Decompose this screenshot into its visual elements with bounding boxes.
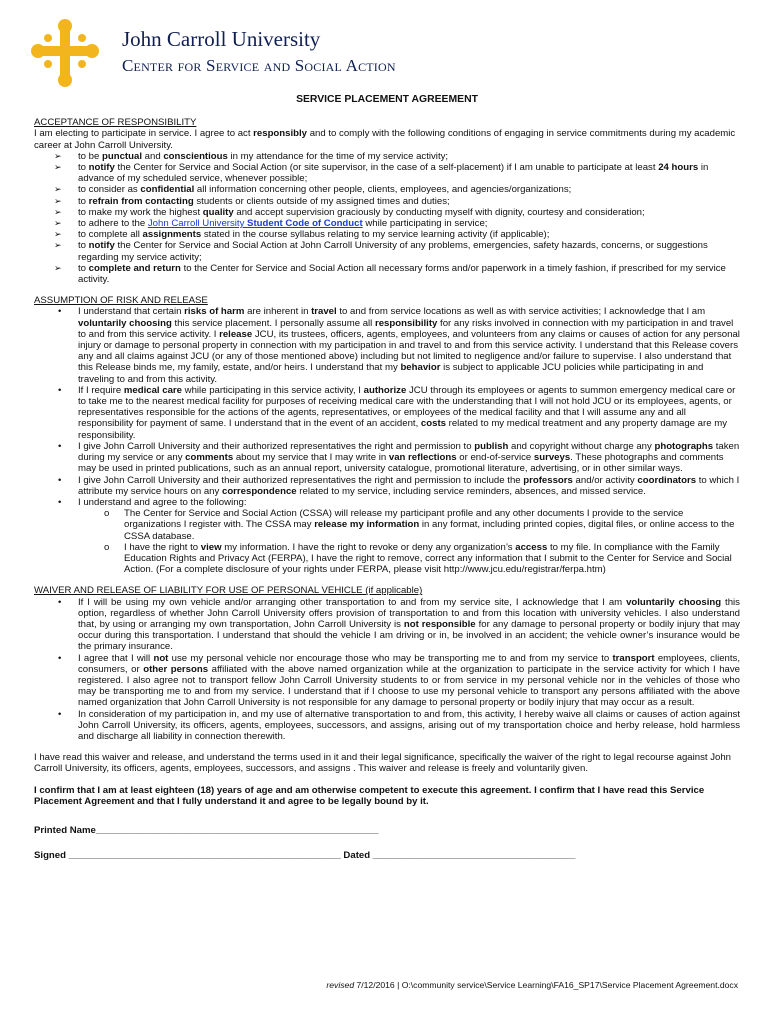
list-item: ➢ to be punctual and conscientious in my attendance for the time of my service activity; xyxy=(34,151,740,162)
section-heading-risk: ASSUMPTION OF RISK AND RELEASE xyxy=(34,295,208,307)
jcu-cross-logo-icon xyxy=(30,18,100,88)
list-item: o The Center for Service and Social Action (CSSA) will release my participant profile and any other documents I provide to the service organizations I register with. The CSSA may release my information in any format, including printed copies, digital files, or online access to the CSSA database. xyxy=(34,508,740,542)
list-item: • In consideration of my participation in, and my use of alternative transportation to and from, this activity, I hereby waive all claims or causes of action against John Carroll University, its officers, agents, employees, successors, and assigns, arising out of my transportation choice and herby release, hold harmless and discharge all liability in connection therewith. xyxy=(34,709,740,743)
letterhead xyxy=(30,14,570,84)
list-item: ➢ to complete all assignments stated in the course syllabus relating to my service learning activity (if applicable); xyxy=(34,229,740,240)
center-name: Center for Service and Social Action xyxy=(122,56,396,75)
document-title: SERVICE PLACEMENT AGREEMENT xyxy=(296,94,478,105)
section-heading-acceptance: ACCEPTANCE OF RESPONSIBILITY xyxy=(34,117,197,129)
code-of-conduct-link[interactable]: John Carroll University Student Code of Conduct xyxy=(147,218,363,230)
list-item: • I give John Carroll University and their authorized representatives the right and permission to include the professors and/or activity coordinators to which I attribute my service hours on any correspondence related to my service, including service reminders, absences, and missed service. xyxy=(34,475,740,497)
list-item: • I understand that certain risks of harm are inherent in travel to and from service locations as well as with service activities; I acknowledge that I am voluntarily choosing this service placement. I personally assume all responsibility for any risks involved in connection with my participation in and travel to and from this service activity. I release JCU, its trustees, officers, agents, employees, and volunteers from any claims or causes of action for any personal injury or damage to personal property in connection with my participation in and travel to and from this service activity. I understand that this Release covers any and all claims against JCU (or any of those mentioned above) including but not limited to negligence and/or failure to supervise. I also understand that this Release binds me, my family, estate, and/or heirs. I understand that my behavior is subject to applicable JCU policies while participating in and traveling to and from this activity. xyxy=(34,306,740,384)
list-item: ➢ to make my work the highest quality and accept supervision graciously by conducting myself with dignity, courtesy and consideration; xyxy=(34,207,740,218)
revision-footer: revised 7/12/2016 | O:\community service\Service Learning\FA16_SP17\Service Placement Agreement.docx xyxy=(326,980,738,990)
university-name: John Carroll University xyxy=(122,27,321,51)
agreement-body xyxy=(34,90,740,861)
vehicle-list xyxy=(34,597,740,743)
responsibility-list xyxy=(34,151,740,285)
printed-name-field[interactable]: Printed Name_____________________________________________________ xyxy=(34,824,379,836)
list-item: • I give John Carroll University and their authorized representatives the right and permission to publish and copyright without charge any photographs taken during my service or any comments about my service that I may write in van reflections or end-of-service surveys. These photographs and comments may be used in printed publications, such as an annual report, university catalogue, promotional literature, advertising, or in other similar ways. xyxy=(34,441,740,475)
risk-list xyxy=(34,306,740,508)
signature-date-field[interactable]: Signed ___________________________________________________ Dated ______________________________________ xyxy=(34,850,576,862)
closing-statement: I have read this waiver and release, and understand the terms used in it and their legal significance, specifically the waiver of the right to legal recourse against John Carroll University, its officers, agents, employees, successors, and assigns . This waiver and release is freely and voluntarily given. xyxy=(34,752,732,775)
list-item: ➢ to consider as confidential all information concerning other people, clients, employees, and agencies/organizations; xyxy=(34,184,740,195)
agreement-sublist xyxy=(34,508,740,575)
list-item: • I understand and agree to the following: xyxy=(34,497,740,508)
acceptance-intro: I am electing to participate in service. I agree to act responsibly and to comply with the following conditions of engaging in service commitments during my academic career at John Carroll University. xyxy=(34,128,736,151)
list-item: ➢ to adhere to the John Carroll University Student Code of Conduct while participating in service; xyxy=(34,218,740,229)
list-item: • I agree that I will not use my personal vehicle nor encourage those who may be transporting me to and from my service to transport employees, clients, consumers, or other persons affiliated with the above named organization while at the organization to participate in the service activity for which I have registered. I also agree not to transport fellow John Carroll University students to or from service in my personal vehicle nor in the vehicles of those who may be transporting me to and from my service. I understand that if I choose to use my personal vehicle to transport any persons affiliated with the above named organization that John Carroll University is not responsible for any damage to personal property or bodily injury that may occur as a result. xyxy=(34,653,740,709)
list-item: ➢ to notify the Center for Service and Social Action (or site supervisor, in the case of a self-placement) if I am unable to participate at least 24 hours in advance of my scheduled service, whenever possible; xyxy=(34,162,740,184)
section-heading-vehicle: WAIVER AND RELEASE OF LIABILITY FOR USE OF PERSONAL VEHICLE (if applicable) xyxy=(34,585,423,597)
confirmation-statement: I confirm that I am at least eighteen (18) years of age and am otherwise competent to execute this agreement. I confirm that I have read this Service Placement Agreement and that I fully understand it and agree to be legally bound by it. xyxy=(34,784,705,807)
list-item: ➢ to complete and return to the Center for Service and Social Action all necessary forms and/or paperwork in a timely fashion, if prescribed for my service activity. xyxy=(34,263,740,285)
list-item: o I have the right to view my information. I have the right to revoke or deny any organization’s access to my file. In compliance with the Family Education Rights and Privacy Act (FERPA), I have the right to remove, correct any information that I submit to the Center for Service and Social Action. (For a complete disclosure of your rights under FERPA, please visit http://www.jcu.edu/registrar/ferpa.htm) xyxy=(34,542,740,576)
list-item: ➢ to notify the Center for Service and Social Action at John Carroll University of any problems, emergencies, safety hazards, concerns, or suggestions regarding my service activity; xyxy=(34,240,740,262)
list-item: • If I will be using my own vehicle and/or arranging other transportation to and from my service site, I acknowledge that I am voluntarily choosing this option, regardless of whether John Carroll University offers provision of transportation to and from this location with university vehicles. I also understand that, by using or arranging my own transportation, John Carroll University is not responsible for any damage to personal property or bodily injury that may occur during this transportation. I understand that should the vehicle I am driving or in, be involved in an accident; the vehicle owner’s insurance would be the primary insurance. xyxy=(34,597,740,653)
list-item: • If I require medical care while participating in this service activity, I authorize JCU through its employees or agents to summon emergency medical care or to take me to the nearest medical facility for purposes of receiving medical care with the understanding that I will not hold JCU or its employees, agents, or representatives responsible for the actions of the agents, representatives, or employees of the medical facility and that I will assume any and all responsibility for payment of same. I understand that in the event of an accident, costs related to my medical treatment and any property damage are my responsibility. xyxy=(34,385,740,441)
list-item: ➢ to refrain from contacting students or clients outside of my assigned times and duties; xyxy=(34,196,740,207)
